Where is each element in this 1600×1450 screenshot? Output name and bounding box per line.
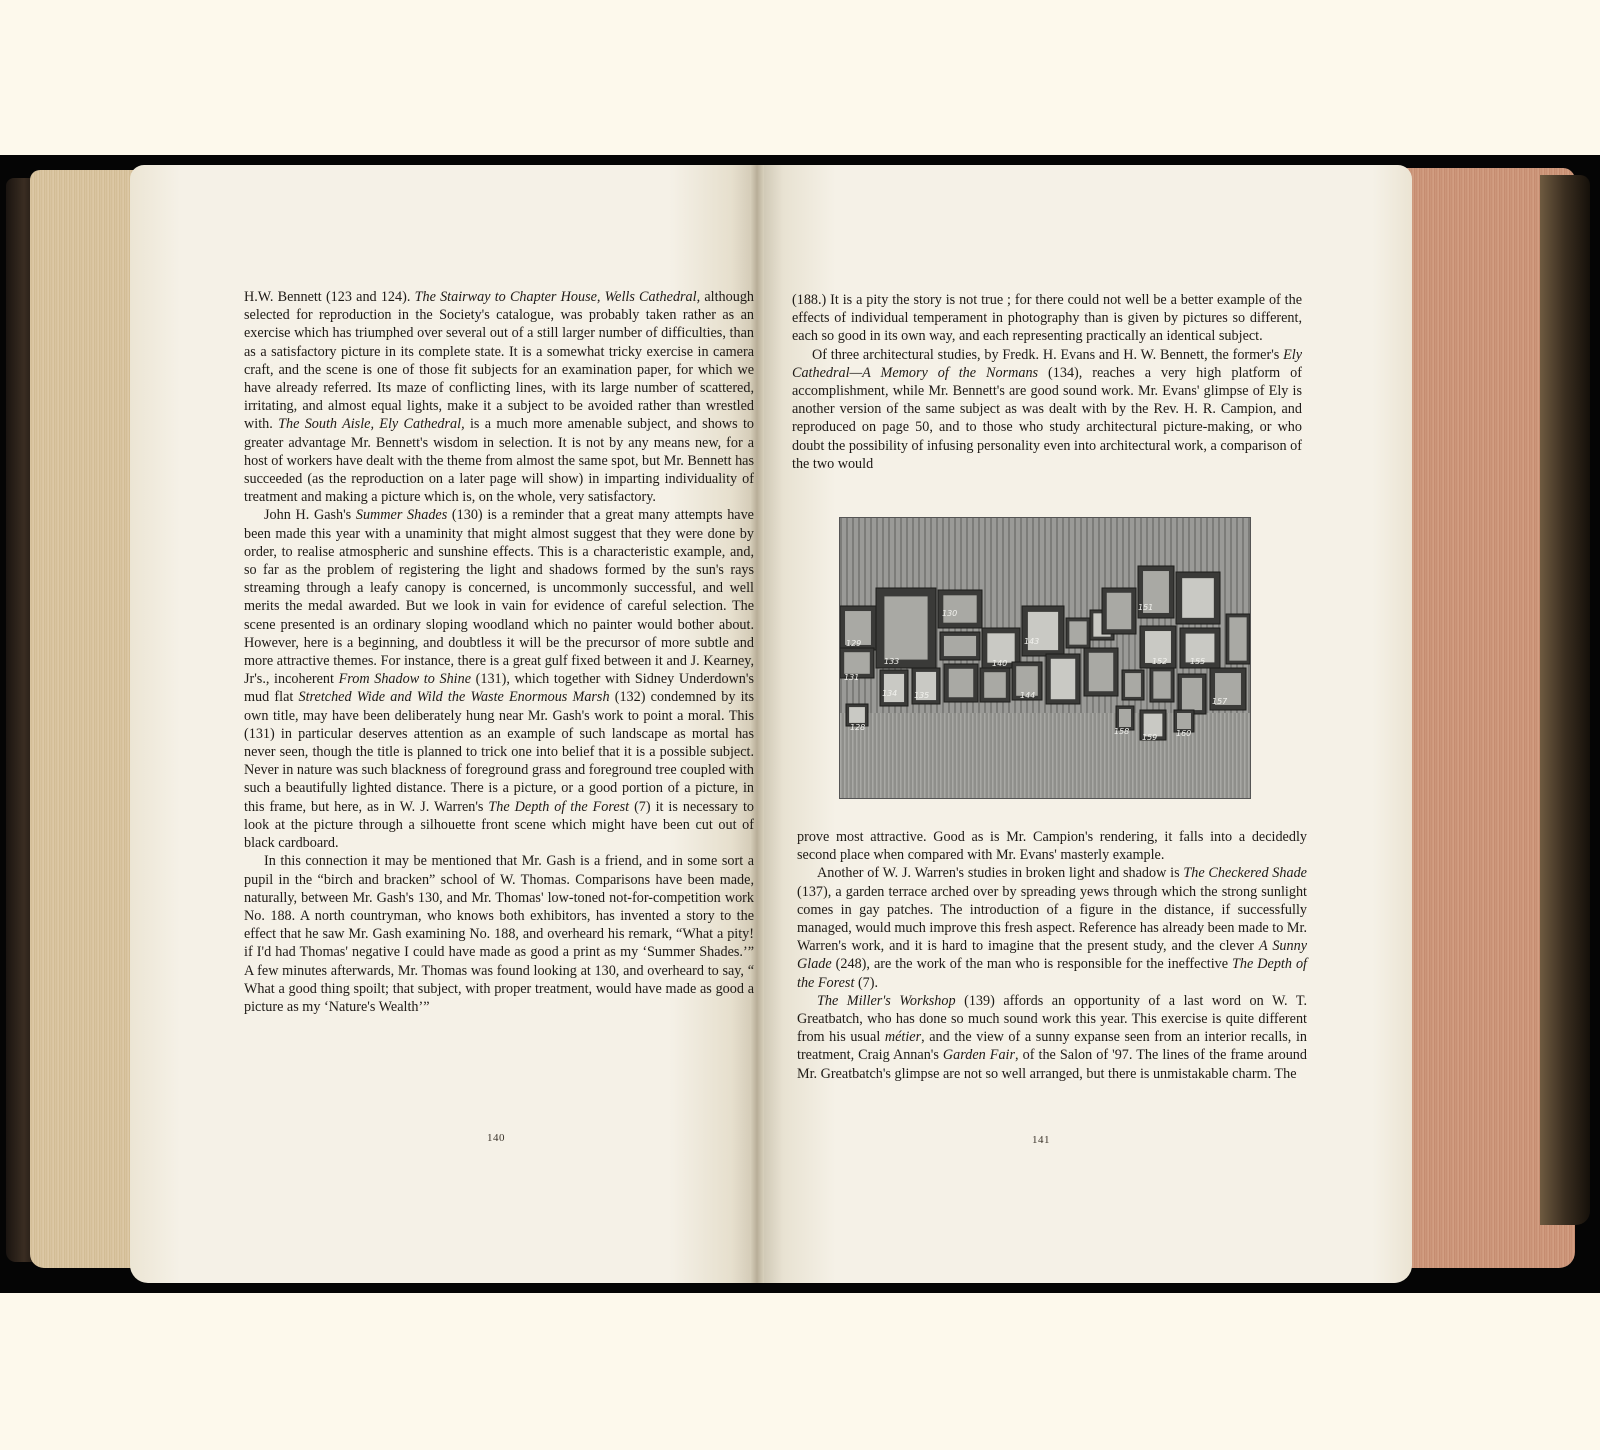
paragraph [244,852,754,1016]
left-page-number: 140 [487,1132,505,1144]
text-run: In this connection it may be mentioned that Mr. Gash is a friend, and in some sort a pupil in the “birch and bracken” school of W. Thomas. Comparisons have been made, naturally, between Mr. Gash's 130, and Mr. Thomas' low-toned not-for-competition work No. 188. A north countryman, who knows both exhibitors, has invented a story to the effect that he saw Mr. Gash examining No. 188, and overheard his remark, “What a pity! if I'd had Thomas' negative I could have made as good a print as my ‘Summer Shades.’” A few minutes afterwards, Mr. Thomas was found looking at 130, and overheard to say, “ What a good thing spoilt; that subject, with proper treatment, would have made as good a picture as my ‘Nature's Wealth’” [244,853,754,1015]
picture-mount [944,636,976,656]
text-run: Another of W. J. Warren's studies in broken light and shadow is [817,865,1184,882]
picture-mount [949,669,973,697]
text-run: (130) is a reminder that a great many attempts have been made this year with a unaminity that might almost suggest that they were done by order, to realise atmospheric and sunshine effects. This is a characteristic example, and, so far as the problem of registering the light and shadows formed by the sun's rays streaming through a leafy canopy is concerned, is uncommonly successful, and well merits the medal awarded. But we look in vain for evidence of careful selection. The scene presented is an ordinary sloping woodland which no painter would bother about. However, here is a beginning, and doubtless it will be the precursor of more subtle and more attractive themes. For instance, there is a great gulf fixed between it and J. Kearney, Jr's., incoherent [244,507,754,688]
catalogue-label: 133 [884,657,900,666]
paragraph [797,992,1307,1083]
catalogue-label: 152 [1152,657,1168,666]
text-run: (7) it is necessary to look at the picture through a silhouette front scene which might have been cut out of black cardboard. [244,798,754,852]
italic-title: A Sunny Glade [797,938,1307,973]
picture-mount [1229,617,1246,660]
picture-mount [1107,593,1131,629]
catalogue-label: 134 [882,689,898,698]
italic-title: The South Aisle, Ely Cathedral, [278,416,465,433]
italic-title: Stretched Wide and Wild the Waste Enormous Marsh [298,689,610,706]
paragraph [797,828,1307,864]
catalogue-label: 144 [1020,691,1036,700]
italic-title: The Miller's Workshop [817,992,956,1009]
picture-mount [1069,621,1086,644]
catalogue-label: 143 [1024,637,1040,646]
catalogue-label: 160 [1176,729,1192,738]
right-page-text-top [792,291,1302,473]
text-run: prove most attractive. Good as is Mr. Campion's rendering, it falls into a decidedly second place when compared with Mr. Evans' masterly example. [797,829,1307,864]
picture-mount [849,707,865,723]
italic-title: The Depth of the Forest [488,798,630,815]
text-run: , of the Salon of '97. The lines of the frame around Mr. Greatbatch's glimpse are not so well arranged, but there is unmistakable charm. The [797,1047,1307,1082]
picture-mount [1177,713,1191,729]
paragraph [797,864,1307,991]
exhibition-wall-photograph [840,518,1250,798]
italic-title: métier [884,1029,922,1046]
catalogue-label: 128 [850,723,866,732]
catalogue-label: 131 [844,673,860,682]
right-page-number: 141 [1032,1134,1050,1146]
text-run: H.W. Bennett (123 and 124). [244,289,415,305]
picture-mount [1051,659,1075,699]
italic-title: Ely Cathedral—A Memory of the Normans [792,346,1302,381]
picture-mount [1089,653,1113,691]
text-run: is a much more amenable subject, and shows to greater advantage Mr. Bennett's wisdom in selection. It is not by any means new, for a host of workers have dealt with the theme from almost the same spot, but Mr. Bennett has succeeded (as the reproduction on a later page will show) in imparting individuality of treatment and making a picture which is, on the whole, very satisfactory. [244,416,755,506]
text-run: although selected for reproduction in the Society's catalogue, was probably taken rather as an exercise which has triumphed over several out of a still larger number of difficulties, than as a satisfactory picture in its complete state. It is a somewhat tricky exercise in camera craft, and the scene is one of those fit subjects for an examination paper, for which we have already referred. Its maze of conflicting lines, with its large number of scattered, irritating, and almost equal lights, make it a subject to be avoided rather than wrestled with. [244,289,755,433]
text-run: John H. Gash's [264,507,356,524]
paragraph [792,291,1302,346]
text-run: (137), a garden terrace arched over by spreading yews through which the strong sunlight comes in gay patches. The introduction of a figure in the distance, if successfully managed, would much improve this fresh aspect. Reference has already been made to Mr. Warren's work, and it is hard to imagine that the present study, and the clever [797,883,1307,955]
catalogue-label: 135 [914,691,930,700]
text-run: (131), which together with Sidney Underdown's mud flat [244,671,754,706]
italic-title: The Depth of the Forest [797,956,1307,991]
left-page-text [244,288,754,1016]
picture-mount [1153,671,1170,698]
picture-mount [844,652,870,674]
catalogue-label: 130 [942,609,958,618]
text-run: (132) condemned by its own title, may have been deliberately hung near Mr. Gash's work to point a moral. This (131) in particular deserves attention as an example of such landscape as mortal has never seen, though the title is planned to trick one into belief that it is a possible subject. Never in nature was such blackness of foreground grass and foreground tree coupled with such a beautifully lighted distance. There is a picture, or a good portion of a picture, in this frame, but here, as in W. J. Warren's [244,689,755,815]
italic-title: Summer Shades [355,507,448,524]
text-run: (188.) It is a pity the story is not true ; for there could not well be a better example of the effects of individual temperament in photography than is given by pictures so different, each so good in its own way, and each representing practically an identical subject. [792,292,1302,345]
text-run: (7). [854,974,879,991]
text-run: (248), are the work of the man who is responsible for the ineffective [831,956,1233,973]
right-page-text-bottom [797,828,1307,1083]
text-run: Of three architectural studies, by Fredk. H. Evans and H. W. Bennett, the former's [812,346,1284,363]
page-edges-left [30,170,145,1268]
catalogue-label: 157 [1212,697,1228,706]
catalogue-label: 159 [1142,733,1158,742]
paragraph [244,506,754,852]
picture-mount [984,672,1006,698]
italic-title: Garden Fair [942,1047,1016,1064]
catalogue-label: 151 [1138,603,1154,612]
text-run: (134), reaches a very high platform of accomplishment, while Mr. Bennett's are good sound work. Mr. Evans' glimpse of Ely is another version of the same subject as was dealt with by the Rev. H. R. Campion, and reproduced on page 50, and to those who study architectural picture-making, or who doubt the possibility of infusing personality even into architectural work, a comparison of the two would [792,364,1302,472]
picture-mount [1119,709,1131,727]
text-run: (139) affords an opportunity of a last word on W. T. Greatbatch, who has done so much sound work this year. This exercise is quite different from his usual [797,992,1307,1046]
catalogue-label: 155 [1190,657,1206,666]
italic-title: The Checkered Shade [1183,865,1307,882]
catalogue-label: 129 [846,639,862,648]
catalogue-label: 140 [992,659,1008,668]
paragraph [244,288,754,506]
book-cover-right [1540,175,1590,1225]
picture-mount [1182,578,1214,618]
italic-title: From Shadow to Shine [338,671,471,688]
picture-mount [1125,673,1141,697]
picture-mount [1182,678,1202,710]
paragraph [792,346,1302,473]
catalogue-label: 158 [1114,727,1130,736]
picture-mount [884,596,927,659]
text-run: , and the view of a sunny expanse seen from an interior recalls, in treatment, Craig Annan's [797,1029,1307,1064]
italic-title: The Stairway to Chapter House, Wells Cathedral, [414,289,701,305]
